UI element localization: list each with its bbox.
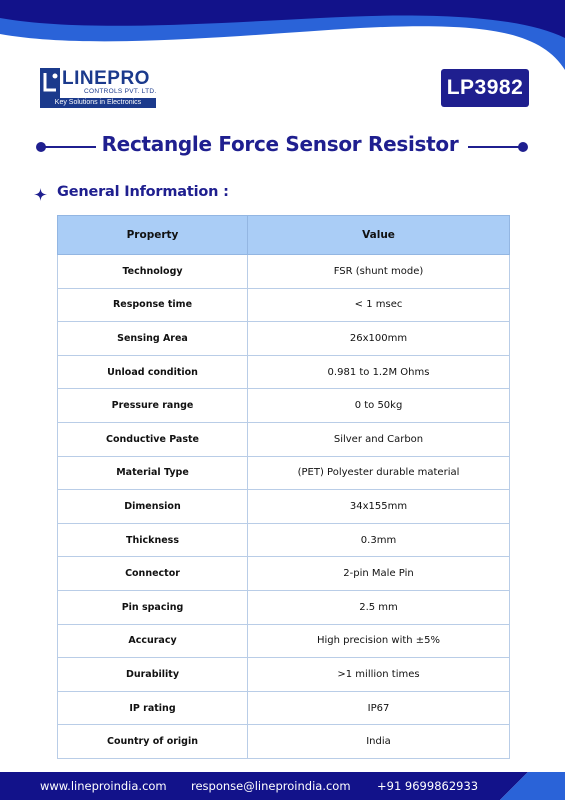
- table-row: [58, 725, 510, 759]
- value-cell: 34x155mm: [248, 490, 510, 524]
- table-row: [58, 590, 510, 624]
- property-cell: Conductive Paste: [58, 422, 248, 456]
- table-row: [58, 624, 510, 658]
- logo-mark-icon: [40, 68, 60, 98]
- value-cell: Silver and Carbon: [248, 422, 510, 456]
- property-cell: Unload condition: [58, 355, 248, 389]
- property-cell: Technology: [58, 255, 248, 289]
- title-left-line: [42, 146, 96, 148]
- property-cell: Durability: [58, 658, 248, 692]
- column-header-value: Value: [248, 216, 510, 255]
- table-row: [58, 658, 510, 692]
- table-row: [58, 322, 510, 356]
- table-row: [58, 389, 510, 423]
- title-row: [36, 130, 528, 164]
- property-cell: Accuracy: [58, 624, 248, 658]
- value-cell: (PET) Polyester durable material: [248, 456, 510, 490]
- table-row: [58, 557, 510, 591]
- value-cell: 2.5 mm: [248, 590, 510, 624]
- sparkle-icon: [34, 188, 47, 201]
- value-cell: 0 to 50kg: [248, 389, 510, 423]
- footer-email-link[interactable]: response@lineproindia.com: [191, 779, 351, 793]
- table-row: [58, 255, 510, 289]
- property-cell: Material Type: [58, 456, 248, 490]
- value-cell: 0.981 to 1.2M Ohms: [248, 355, 510, 389]
- value-cell: 0.3mm: [248, 523, 510, 557]
- table-row: [58, 355, 510, 389]
- top-wave-decoration: [0, 0, 565, 70]
- table-row: [58, 422, 510, 456]
- property-cell: Connector: [58, 557, 248, 591]
- logo-name: LINEPRO: [62, 68, 150, 89]
- title-right-line: [468, 146, 522, 148]
- property-cell: IP rating: [58, 691, 248, 725]
- property-cell: Response time: [58, 288, 248, 322]
- value-cell: IP67: [248, 691, 510, 725]
- property-cell: Country of origin: [58, 725, 248, 759]
- footer-bar: [0, 772, 565, 800]
- spec-table: [57, 215, 510, 759]
- table-row: [58, 523, 510, 557]
- logo-subtitle: CONTROLS PVT. LTD.: [84, 88, 157, 95]
- property-cell: Pressure range: [58, 389, 248, 423]
- value-cell: High precision with ±5%: [248, 624, 510, 658]
- property-cell: Sensing Area: [58, 322, 248, 356]
- table-row: [58, 288, 510, 322]
- logo-tagline: Key Solutions in Electronics: [40, 98, 156, 108]
- page-title: Rectangle Force Sensor Resistor: [101, 132, 459, 156]
- value-cell: FSR (shunt mode): [248, 255, 510, 289]
- company-logo: [40, 68, 158, 110]
- value-cell: 26x100mm: [248, 322, 510, 356]
- footer-phone[interactable]: +91 9699862933: [377, 779, 479, 793]
- table-row: [58, 456, 510, 490]
- value-cell: < 1 msec: [248, 288, 510, 322]
- table-header-row: [58, 216, 510, 255]
- property-cell: Dimension: [58, 490, 248, 524]
- footer-website-link[interactable]: www.lineproindia.com: [40, 779, 167, 793]
- value-cell: India: [248, 725, 510, 759]
- value-cell: 2-pin Male Pin: [248, 557, 510, 591]
- column-header-property: Property: [58, 216, 248, 255]
- section-title: General Information :: [57, 184, 229, 200]
- product-code-badge: LP3982: [441, 69, 529, 107]
- property-cell: Pin spacing: [58, 590, 248, 624]
- title-right-dot: [518, 142, 528, 152]
- table-row: [58, 490, 510, 524]
- value-cell: >1 million times: [248, 658, 510, 692]
- table-row: [58, 691, 510, 725]
- property-cell: Thickness: [58, 523, 248, 557]
